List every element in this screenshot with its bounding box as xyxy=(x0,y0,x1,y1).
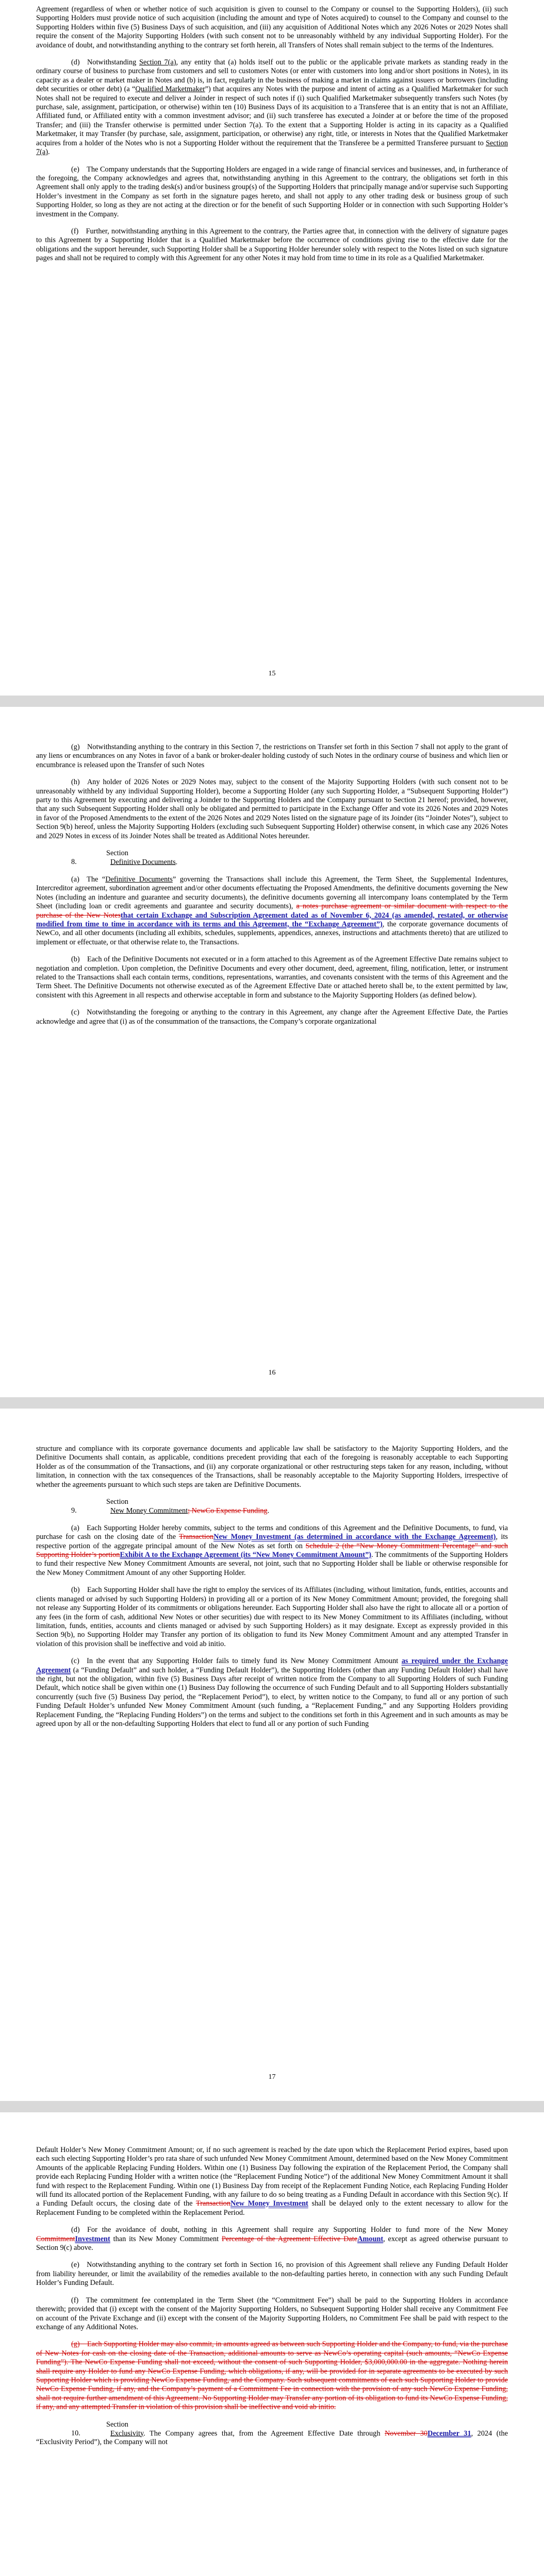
page-16-text xyxy=(36,743,508,1035)
section-8-heading: Section 8. Definitive Documents. xyxy=(71,849,178,867)
paragraph-9d: (d) For the avoidance of doubt, nothing in this Agreement shall require any Supporting Holder to fund more of the New Money CommitmentInvestment than its New Money Commitment Percentage of the Agreement Effective DateAmount, except as agreed otherwise pursuant to Section 9(c) above. xyxy=(36,2226,508,2252)
page-separator xyxy=(0,1397,544,1409)
paragraph-7d: (d) Notwithstanding Section 7(a), any entity that (a) holds itself out to the public or the applicable private markets as standing ready in the ordinary course of business to purchase from customers and sell to customers Notes (or enter with customers into long and/or short positions in Notes), in its capacity as a dealer or market maker in Notes and (b) is, in fact, regularly in the business of making a market in claims against issuers or borrowers (including debt securities or other debt) (a “Qualified Marketmaker”) that acquires any Notes with the purpose and intent of acting as a Qualified Marketmaker for such Notes shall not be required to execute and deliver a Joinder in respect of such notes if (i) such Qualified Marketmaker subsequently transfers such Notes (by purchase, sale, assignment, participation, or otherwise) within ten (10) Business Days of its acquisition to a Transferee that is an entity that is not an Affiliate, Affiliated fund, or Affiliated entity with a common investment advisor; and (ii) such transferee has executed a Joinder at or before the time of the proposed Transfer; and (iii) the Transfer otherwise is permitted under Section 7(a). To the extent that a Supporting Holder is acting in its capacity as a Qualified Marketmaker, it may Transfer (by purchase, sale, assignment, participation, or otherwise) any right, title, or interests in Notes that the Qualified Marketmaker acquires from a holder of the Notes who is not a Supporting Holder without the requirement that the Transferee be a permitted Transferee pursuant to Section 7(a). xyxy=(36,58,508,157)
section-9-heading: Section 9. New Money Commitment; NewCo Expense Funding. xyxy=(71,1498,270,1515)
page-17-text xyxy=(36,1445,508,1737)
paragraph-9b: (b) Each Supporting Holder shall have the right to employ the services of its Affiliates (including, without limitation, funds, entities, accounts and clients managed or advised by such Supporting Holders) in providing all or a portion of its New Money Commitment Amount; provided, the foregoing shall not release any Supporting Holder of its commitments or obligations hereunder. Each Supporting Holder shall also have the right to allocate all or a portion of any fees (in the form of cash, additional New Notes or other securities) due with respect to its New Money Commitment to its Affiliates (including, without limitation, funds, entities, accounts and clients managed or advised by such Supporting Holders) as it may designate. Except as expressly provided in this Section 9(b), no Supporting Holder may Transfer any portion of its obligation to fund its New Money Commitment Amount and any attempted Transfer in violation of this provision shall be ineffective and void ab initio. xyxy=(36,1586,508,1648)
paragraph-9a: (a) Each Supporting Holder hereby commits, subject to the terms and conditions of this Agreement and the Definitive Documents, to fund, via purchase for cash on the closing date of the TransactionNew Money Investment (as determined in accordance with the Exchange Agreement), its respective portion of the aggregate principal amount of the New Notes as set forth on Schedule 2 (the “New Money Commitment Percentage” and such Supporting Holder’s portionExhibit A to the Exchange Agreement (its “New Money Commitment Amount”). The commitments of the Supporting Holders to fund their respective New Money Commitment Amounts are several, not joint, such that no Supporting Holder shall be liable or otherwise responsible for the New Money Commitment Amount of any other Supporting Holder. xyxy=(36,1523,508,1577)
paragraph-8c: (c) Notwithstanding the foregoing or anything to the contrary in this Agreement, any change after the Agreement Effective Date, the Parties acknowledge and agree that (i) as of the consummation of the transactions, the Company’s corporate organizational xyxy=(36,1008,508,1026)
inserted-text: that certain Exchange and Subscription Agreement dated as of November 6, 2024 (as amended, restated, or otherwise modified from time to time in accordance with its terms and this Agreement, the “Exchange Agreement”) xyxy=(36,911,508,928)
section-10-heading: Section 10. Exclusivity. The Company agrees that, from the Agreement Effective Date through November 30December 31, 2024 (the “Exclusivity Period”), the Company will not xyxy=(36,2420,508,2447)
paragraph-7g: (g) Notwithstanding anything to the contrary in this Section 7, the restrictions on Transfer set forth in this Section 7 shall not apply to the grant of any liens or encumbrances on any Notes in favor of a bank or broker-dealer holding custody of such Notes in the ordinary course of business and which lien or encumbrance is released upon the Transfer of such Notes xyxy=(36,743,508,769)
page-number: 17 xyxy=(268,2073,276,2081)
paragraph-7e: (e) The Company understands that the Supporting Holders are engaged in a wide range of financial services and businesses, and, in furtherance of the foregoing, the Company acknowledges and agrees that, notwithstanding anything in this Agreement to the contrary, the obligations set forth in this Agreement shall only apply to the trading desk(s) and/or business group(s) of the Supporting Holders that principally manage and/or supervise such Supporting Holder’s investment in the Company as set forth in the signature pages hereto, and shall not apply to any other trading desk or business group of such Supporting Holder, so long as they are not acting at the direction or for the benefit of such Supporting Holder or in connection with such Supporting Holder’s investment in the Company. xyxy=(36,165,508,218)
paragraph-8b: (b) Each of the Definitive Documents not executed or in a form attached to this Agreement as of the Agreement Effective Date remains subject to negotiation and completion. Upon completion, the Definitive Documents and every other document, deed, agreement, filing, notification, letter, or instrument related to the Transactions shall each contain terms, conditions, representations, warranties, and covenants consistent with the terms of this Agreement and the Term Sheet. The Definitive Documents not otherwise executed as of the Agreement Effective Date or attached hereto shall be, to the extent permitted by law, consistent with this Agreement in all respects and otherwise acceptable in form and substance to the Majority Supporting Holders (as defined below). xyxy=(36,955,508,999)
paragraph-9c-continued: Default Holder’s New Money Commitment Amount; or, if no such agreement is reached by the date upon which the Replacement Period expires, based upon each such electing Supporting Holder’s pro rata share of such unfunded New Money Commitment Amount, determined based on the New Money Commitment Amounts of the applicable Replacing Funding Holders. Within one (1) Business Day following the expiration of the Replacement Period, the Company shall provide each Replacing Funding Holder with a written notice (the “Replacement Funding Notice”) of the additional New Money Commitment Amount it shall fund with respect to the Replacement Funding. Within one (1) Business Day from receipt of the Replacement Funding Notice, each Replacing Funding Holder will fund its allocated portion of the Replacement Funding, with any failure to do so being treating as a Funding Default in accordance with this Section 9(c). If a Funding Default occurs, the closing date of the TransactionNew Money Investment shall be delayed only to the extent necessary to allow for the Replacement Funding to be completed within the Replacement Period. xyxy=(36,2146,508,2217)
document-page-15 xyxy=(0,0,544,696)
page-separator xyxy=(0,2101,544,2112)
document-page-17 xyxy=(0,1409,544,2101)
deleted-text: a notes purchase agreement or similar document with respect to the purchase of the New Notes xyxy=(36,902,508,920)
page-separator xyxy=(0,696,544,707)
page-18-text xyxy=(36,2146,508,2455)
paragraph-8c-continued: structure and compliance with its corporate governance documents and applicable law shall be satisfactory to the Majority Supporting Holders, and the Definitive Documents shall contain, as applicable, conditions precedent providing that each of the foregoing is reasonably acceptable to each Supporting Holder as of the consummation of the Transactions, and (ii) any corporate organizational or other restructuring steps taken for any reason, including, without limitation, in connection with the tax consequences of the Transactions, shall be reasonably acceptable to the Majority Supporting Holders, irrespective of whether the agreements pursuant to which such steps are taken are Definitive Documents. xyxy=(36,1445,508,1489)
paragraph-9c: (c) In the event that any Supporting Holder fails to timely fund its New Money Commitment Amount as required under the Exchange Agreement (a “Funding Default” and such holder, a “Funding Default Holder”), the Supporting Holders (other than any Funding Default Holder) shall have the right, but not the obligation, within five (5) Business Days after receipt of written notice from the Company to all Supporting Holders of such Funding Default, which notice shall be given within one (1) Business Day following the occurrence of such Funding Default and to all Supporting Holders substantially concurrently (such five (5) Business Day period, the “Replacement Period”), to elect, by written notice to the Company, to fund all or any portion of such Funding Default Holder’s unfunded New Money Commitment Amount (such funding, a “Replacement Funding,” and any Supporting Holders providing Replacement Funding, the “Replacing Funding Holders”) on the terms and subject to the conditions set forth in this Agreement and in such amounts as may be agreed upon by all or the non-defaulting Supporting Holders that elect to fund all or any portion of such Funding xyxy=(36,1657,508,1728)
paragraph-7h: (h) Any holder of 2026 Notes or 2029 Notes may, subject to the consent of the Majority Supporting Holders (with such consent not to be unreasonably withheld by any individual Supporting Holder), become a Supporting Holder (any such Supporting Holder, a “Subsequent Supporting Holder”) party to this Agreement by executing and delivering a Joinder to the Supporting Holders and the Company pursuant to Section 21 hereof; provided, however, that any such Subsequent Supporting Holder shall only be obligated and permitted to participate in the Exchange Offer and vote its 2026 Notes and 2029 Notes in favor of the Proposed Amendments to the extent of the 2026 Notes and 2029 Notes listed on the signature page of its Joinder (its “Joinder Notes”), subject to Section 9(b) hereof, unless the Majority Supporting Holders (excluding such Subsequent Supporting Holder) otherwise consent, in which case any 2026 Notes and 2029 Notes in excess of its Joinder Notes shall be treated as Additional Notes hereunder. xyxy=(36,778,508,840)
page-number: 15 xyxy=(268,670,276,677)
paragraph-9f: (f) The commitment fee contemplated in the Term Sheet (the “Commitment Fee”) shall be paid to the Supporting Holders in accordance therewith; provided that (i) except with the consent of the Majority Supporting Holders, no Subsequent Supporting Holder shall receive any Commitment Fee on account of the Private Exchange and (ii) except with the consent of the Majority Supporting Holders, no Commitment Fee shall be paid with respect to the exchange of any Additional Notes. xyxy=(36,2296,508,2331)
page-15-text xyxy=(36,5,508,272)
document-page-16 xyxy=(0,707,544,1397)
document-page-18 xyxy=(0,2112,544,2576)
paragraph-8a: (a) The “Definitive Documents” governing the Transactions shall include this Agreement, the Term Sheet, the Supplemental Indentures, Intercreditor agreement, subordination agreement and/or other documents effectuating the Proposed Amendments, the definitive documents governing the New Notes (including an indenture and guarantee and security documents), the definitive documents governing all intercompany loans contemplated by the Term Sheet (including loan or credit agreements and guarantee and security documents), a notes purchase agreement or similar document with respect to the purchase of the New Notesthat certain Exchange and Subscription Agreement dated as of November 6, 2024 (as amended, restated, or otherwise modified from time to time in accordance with its terms and this Agreement, the “Exchange Agreement”), the corporate governance documents of NewCo, and all other documents (including all exhibits, schedules, supplements, appendices, annexes, instructions and attachments thereto) that are utilized to implement or effectuate, or that otherwise relate to, the Transactions. xyxy=(36,875,508,946)
paragraph-9e: (e) Notwithstanding anything to the contrary set forth in Section 16, no provision of this Agreement shall relieve any Funding Default Holder from liability hereunder, or limit the availability of the remedies available to the non-defaulting parties hereto, in connection with any such Funding Default Holder’s Funding Default. xyxy=(36,2261,508,2287)
paragraph-c-continued: Agreement (regardless of when or whether notice of such acquisition is given to counsel to the Company or counsel to the Supporting Holders), (ii) such Supporting Holders must provide notice of such acquisition (including the amount and type of Notes acquired) to counsel to the Company and counsel to the Supporting Holders within five (5) Business Days of such acquisition, and (iii) any acquisition of Additional Notes which any 2026 Notes or 2029 Notes shall require the consent of the Majority Supporting Holders (with such consent not to be unreasonably withheld by any individual Supporting Holder). For the avoidance of doubt, and notwithstanding anything to the contrary set forth herein, all Transfers of Notes shall remain subject to the terms of the Indentures. xyxy=(36,5,508,49)
paragraph-7f: (f) Further, notwithstanding anything in this Agreement to the contrary, the Parties agree that, in connection with the delivery of signature pages to this Agreement by a Supporting Holder that is a Qualified Marketmaker before the occurrence of conditions giving rise to the effective date for the obligations and the support hereunder, such Supporting Holder shall be a Supporting Holder hereunder solely with respect to the Notes listed on such signature pages and shall not be required to comply with this Agreement for any other Notes it may hold from time to time in its role as a Qualified Marketmaker. xyxy=(36,227,508,263)
paragraph-9g-deleted: (g) Each Supporting Holder may also commit, in amounts agreed as between such Supporting Holder and the Company, to fund, via the purchase of New Notes for cash on the closing date of the Transaction, additional amounts to serve as NewCo’s operating capital (such amounts, “NewCo Expense Funding”). The NewCo Expense Funding shall not exceed, without the consent of such Supporting Holder, $3,000,000.00 in the aggregate. Nothing herein shall require any Holder to fund any NewCo Expense Funding, which obligations, if any, will be provided for in separate agreements to be executed by such Supporting Holder which is providing NewCo Expense Funding, and the Company. Such subsequent commitments of each such Supporting Holder to provide NewCo Expense Funding, if any, and the Company’s payment of a Commitment Fee in connection with the provision of any such NewCo Expense Funding, shall not require further amendment of this Agreement. No Supporting Holder may Transfer any portion of its obligation to fund its NewCo Expense Funding, if any, and any attempted Transfer in violation of this provision shall be ineffective and void ab initio. xyxy=(36,2340,508,2412)
page-number: 16 xyxy=(268,1369,276,1377)
